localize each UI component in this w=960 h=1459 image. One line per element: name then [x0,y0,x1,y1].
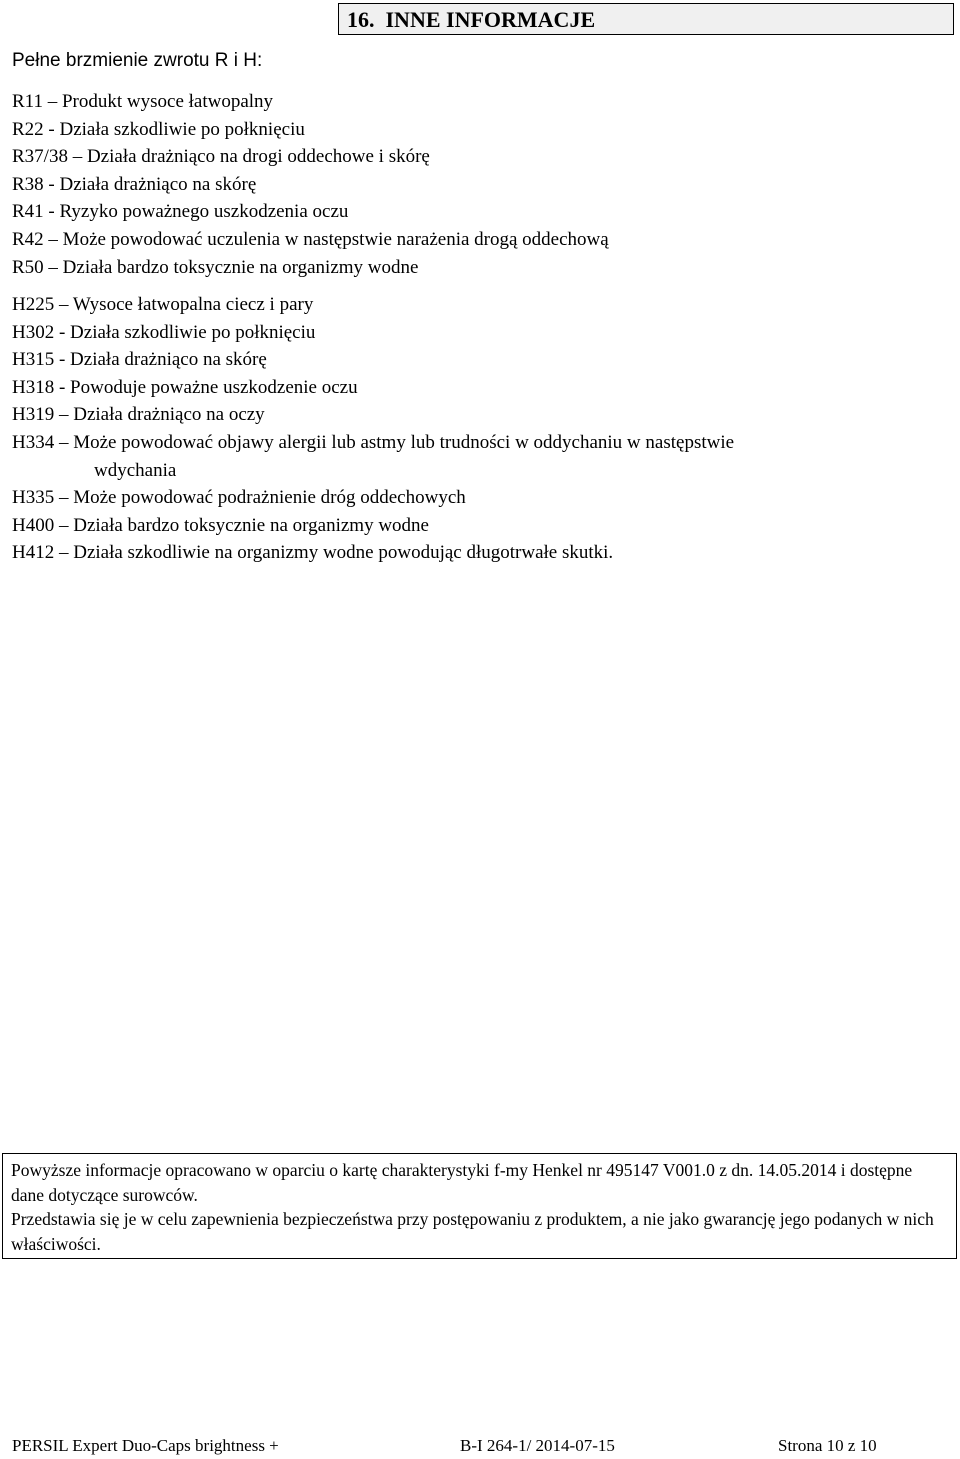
phrases-intro: Pełne brzmienie zwrotu R i H: [12,50,263,71]
footer-document-reference: B-I 264-1/ 2014-07-15 [460,1436,615,1455]
h-phrase-h318: H318 - Powoduje poważne uszkodzenie oczu [12,376,358,398]
footer-page-number: Strona 10 z 10 [778,1436,877,1455]
h-phrase-h400: H400 – Działa bardzo toksycznie na organizmy wodne [12,514,429,536]
h-phrase-h315: H315 - Działa drażniąco na skórę [12,349,267,371]
source-info-text: Powyższe informacje opracowano w oparciu o kartę charakterystyki f-my Henkel nr 495147 V001.0 z dn. 14.05.2014 i dostępne dane dotyczące surowców. [11,1160,913,1205]
h-phrase-h302: H302 - Działa szkodliwie po połknięciu [12,321,316,343]
r-phrase-r37-38: R37/38 – Działa drażniąco na drogi oddechowe i skórę [12,146,430,168]
page-footer [0,1433,960,1459]
r-phrase-r38: R38 - Działa drażniąco na skórę [12,173,257,195]
h-phrase-h412: H412 – Działa szkodliwie na organizmy wodne powodując długotrwałe skutki. [12,542,614,564]
r-phrase-r41: R41 - Ryzyko poważnego uszkodzenia oczu [12,201,349,223]
h-phrase-h334: H334 – Może powodować objawy alergii lub astmy lub trudności w oddychaniu w następstwie [12,431,735,453]
r-phrases-list [12,88,609,281]
h-phrase-h334-continuation: wdychania [94,459,177,481]
section-number: 16. [347,7,375,32]
h-phrase-h319: H319 – Działa drażniąco na oczy [12,404,265,426]
h-phrases-list [12,291,734,567]
r-phrase-r42: R42 – Może powodować uczulenia w następstwie narażenia drogą oddechową [12,228,609,250]
footer-product-name: PERSIL Expert Duo-Caps brightness + [12,1436,279,1455]
disclaimer-text: Przedstawia się je w celu zapewnienia bezpieczeństwa przy postępowaniu z produktem, a nie jako gwarancję jego podanych w nich właściwości. [11,1209,934,1254]
h-phrase-h335: H335 – Może powodować podrażnienie dróg oddechowych [12,487,466,509]
r-phrase-r11: R11 – Produkt wysoce łatwopalny [12,91,274,112]
r-phrase-r22: R22 - Działa szkodliwie po połknięciu [12,118,305,140]
section-header [338,3,954,35]
source-info-box [2,1153,957,1259]
h-phrase-h225: H225 – Wysoce łatwopalna ciecz i pary [12,294,314,315]
r-phrase-r50: R50 – Działa bardzo toksycznie na organizmy wodne [12,256,419,278]
section-title: INNE INFORMACJE [385,7,596,32]
